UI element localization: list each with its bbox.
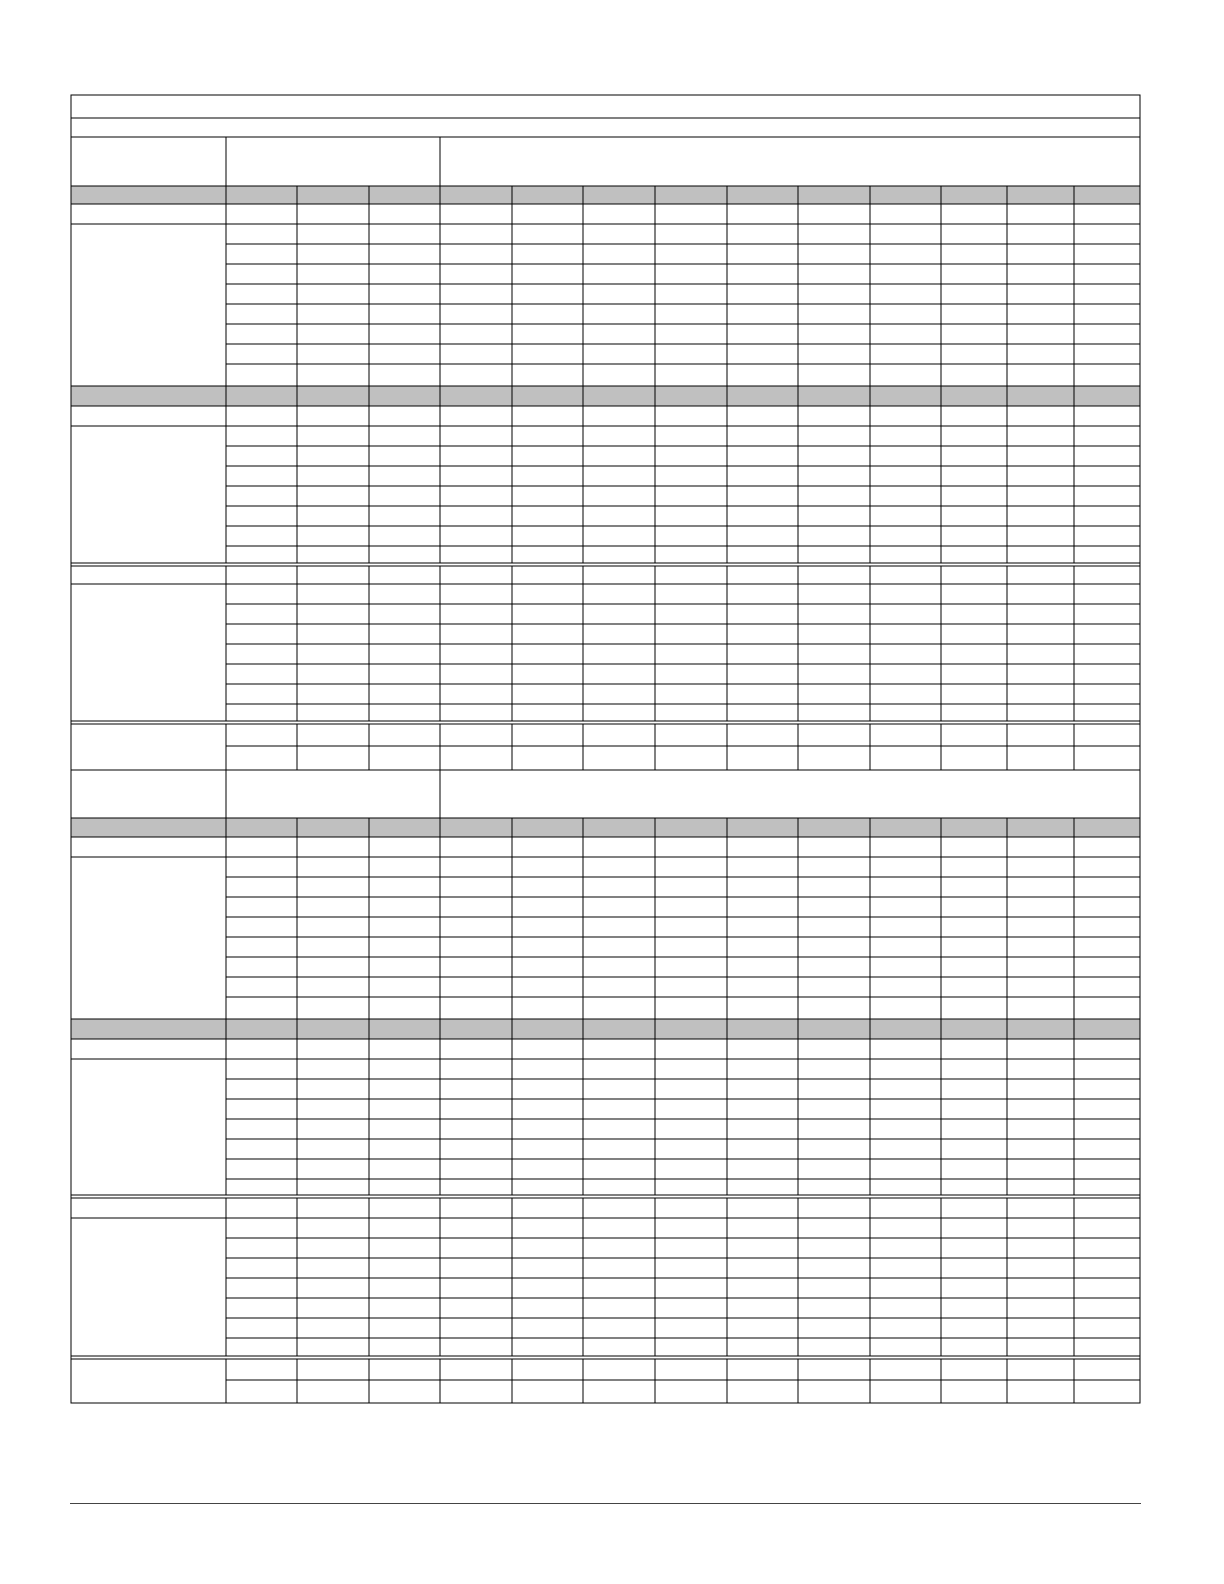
shaded-band [71, 186, 1140, 204]
shaded-band [71, 1019, 1140, 1039]
shaded-band [71, 386, 1140, 406]
footer-rule [70, 1503, 1141, 1504]
table-frame [71, 95, 1140, 1403]
shaded-band [71, 818, 1140, 837]
